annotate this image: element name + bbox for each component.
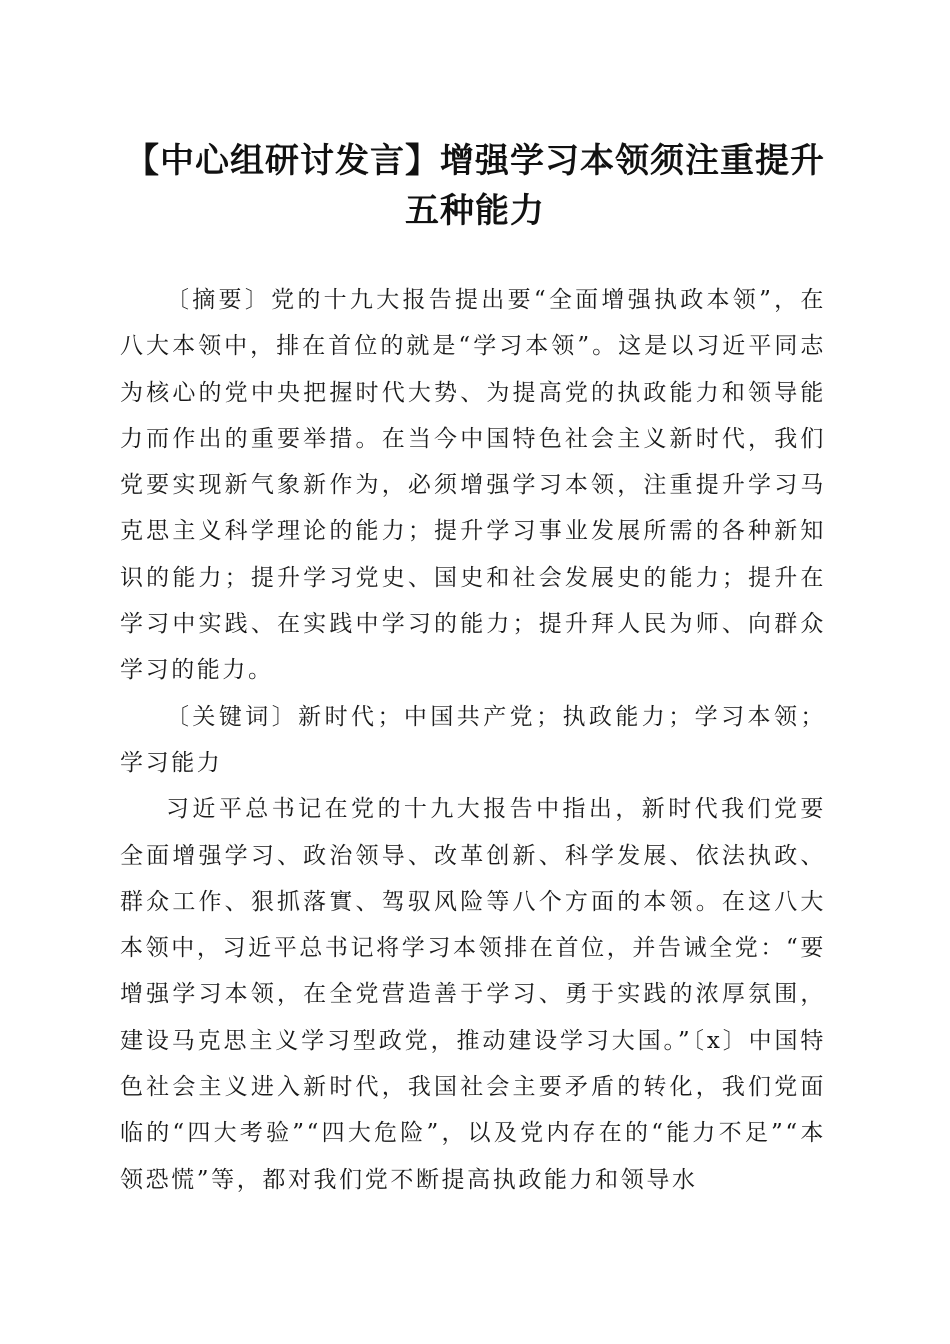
document-title: 【中心组研讨发言】增强学习本领须注重提升五种能力 <box>125 141 825 231</box>
body-paragraph: 习近平总书记在党的十九大报告中指出，新时代我们党要全面增强学习、政治领导、改革创新、科学发展、依法执政、群众工作、狠抓落實、驾驭风险等八个方面的本领。在这八大本领中，习近平总书记将学习本领排在首位，并告诫全党：“要增强学习本领，在全党营造善于学习、勇于实践的浓厚氛围，建设马克思主义学习型政党，推动建设学习大国。”〔x〕中国特色社会主义进入新时代，我国社会主要矛盾的转化，我们党面临的“四大考验”“四大危险”，以及党内存在的“能力不足”“本领恐慌”等，都对我们党不断提高执政能力和领导水 <box>120 796 826 1193</box>
keywords-paragraph: 〔关键词〕新时代；中国共产党；执政能力；学习本领；学习能力 <box>120 703 826 776</box>
document-body <box>120 277 826 1203</box>
abstract-paragraph: 〔摘要〕党的十九大报告提出要“全面增强执政本领”，在八大本领中，排在首位的就是“学习本领”。这是以习近平同志为核心的党中央把握时代大势、为提高党的执政能力和领导能力而作出的重要举措。在当今中国特色社会主义新时代，我们党要实现新气象新作为，必须增强学习本领，注重提升学习马克思主义科学理论的能力；提升学习事业发展所需的各种新知识的能力；提升学习党史、国史和社会发展史的能力；提升在学习中实践、在实践中学习的能力；提升拜人民为师、向群众学习的能力。 <box>120 287 826 684</box>
